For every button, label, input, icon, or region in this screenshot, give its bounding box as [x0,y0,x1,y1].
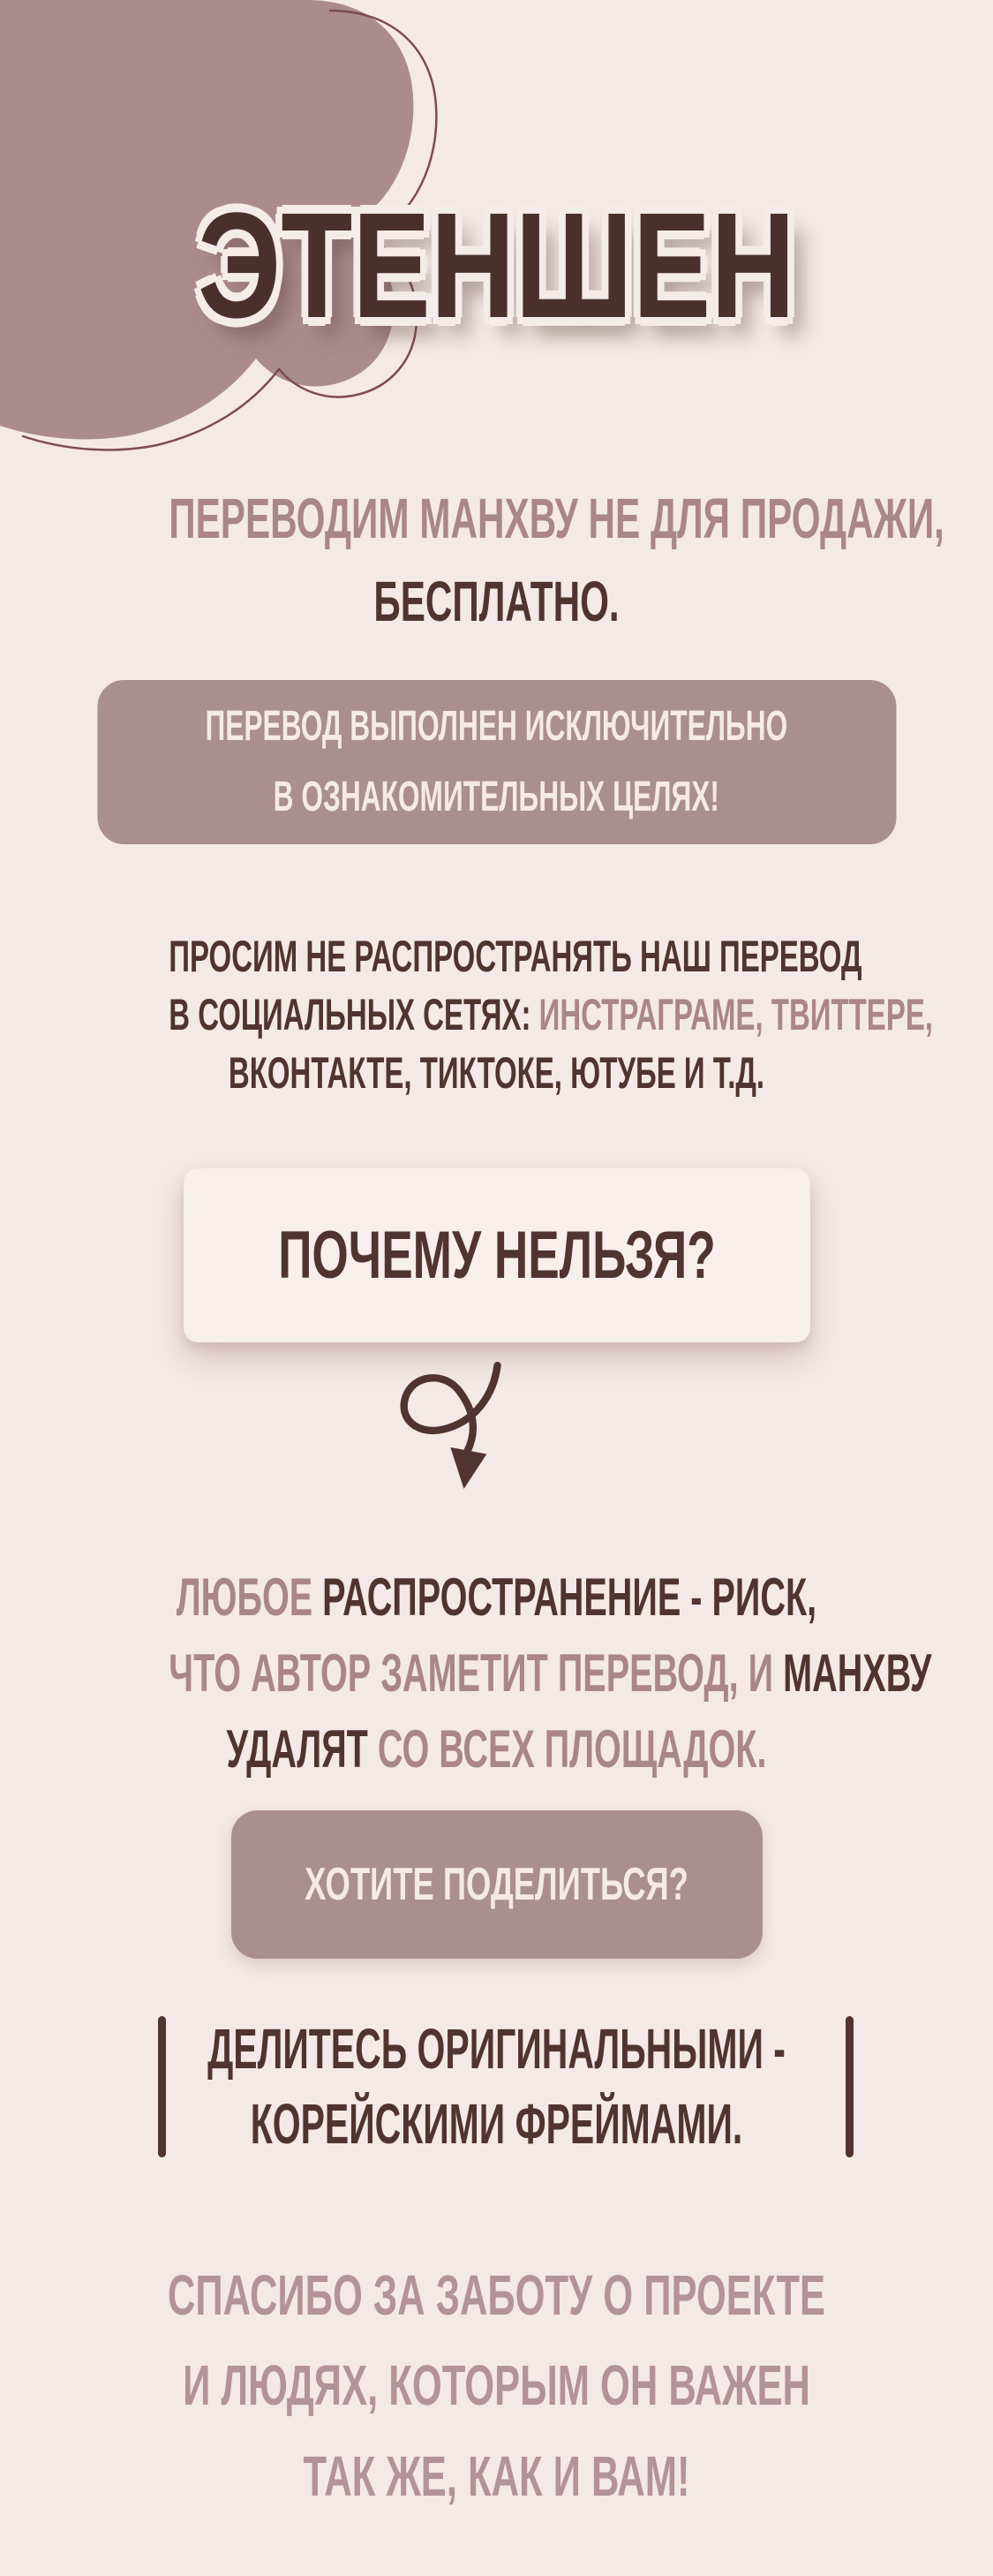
intro-line-2: БЕСПЛАТНО. [373,570,620,634]
request-line-2 [169,986,934,1044]
risk-line-2 [169,1635,932,1711]
why-not-allowed-button[interactable] [184,1168,810,1342]
thanks-text [0,2250,993,2521]
quote-line-1: ДЕЛИТЕСЬ ОРИГИНАЛЬНЫМИ - [207,2017,786,2081]
notice-panel-line-2: В ОЗНАКОМИТЕЛЬНЫХ ЦЕЛЯХ! [273,774,720,820]
request-line-1: ПРОСИМ НЕ РАСПРОСТРАНЯТЬ НАШ ПЕРЕВОД [169,932,862,981]
arrow-head [450,1447,486,1489]
intro-line-1: ПЕРЕВОДИМ МАНХВУ НЕ ДЛЯ ПРОДАЖИ, [169,487,944,550]
notice-panel-line-1: ПЕРЕВОД ВЫПОЛНЕН ИСКЛЮЧИТЕЛЬНО [205,703,788,750]
quote-line-2: КОРЕЙСКИМИ ФРЕЙМАМИ. [250,2092,743,2157]
thanks-line-1: СПАСИБО ЗА ЗАБОТУ О ПРОЕКТЕ [167,2263,826,2327]
risk-line-3-dark: УДАЛЯТ [226,1719,378,1779]
thanks-line-3: ТАК ЖЕ, КАК И ВАМ! [303,2444,690,2508]
intro-text [0,477,993,643]
why-not-allowed-label: ПОЧЕМУ НЕЛЬЗЯ? [277,1218,716,1293]
risk-line-3 [169,1711,824,1787]
page-title-section [0,182,993,350]
risk-line-1 [169,1560,824,1635]
request-text [0,927,993,1102]
request-line-2-dark: В СОЦИАЛЬНЫХ СЕТЯХ: [169,990,539,1039]
thanks-line-2: И ЛЮДЯХ, КОТОРЫМ ОН ВАЖЕН [183,2353,810,2418]
share-button-label: ХОТИТЕ ПОДЕЛИТЬСЯ? [305,1859,688,1910]
page-title: ЭТЕНШЕН [198,182,795,350]
risk-line-2-dark: МАНХВУ [783,1643,932,1703]
quote-text [0,2012,993,2162]
notice-panel [97,680,896,844]
risk-line-1-mauve: ЛЮБОЕ [176,1568,323,1627]
risk-line-3-mauve: СО ВСЕХ ПЛОЩАДОК. [377,1719,767,1779]
request-line-3: ВКОНТАКТЕ, ТИКТОКЕ, ЮТУБЕ И Т.Д. [228,1048,765,1098]
risk-line-2-mauve: ЧТО АВТОР ЗАМЕТИТ ПЕРЕВОД, И [169,1643,784,1703]
curly-arrow-down-icon [395,1360,530,1512]
risk-line-1-dark: РАСПРОСТРАНЕНИЕ - РИСК, [322,1568,817,1627]
request-line-2-mauve: ИНСТРАГРАМЕ, ТВИТТЕРЕ, [538,990,934,1039]
risk-text [0,1560,993,1787]
share-button[interactable] [231,1810,763,1959]
